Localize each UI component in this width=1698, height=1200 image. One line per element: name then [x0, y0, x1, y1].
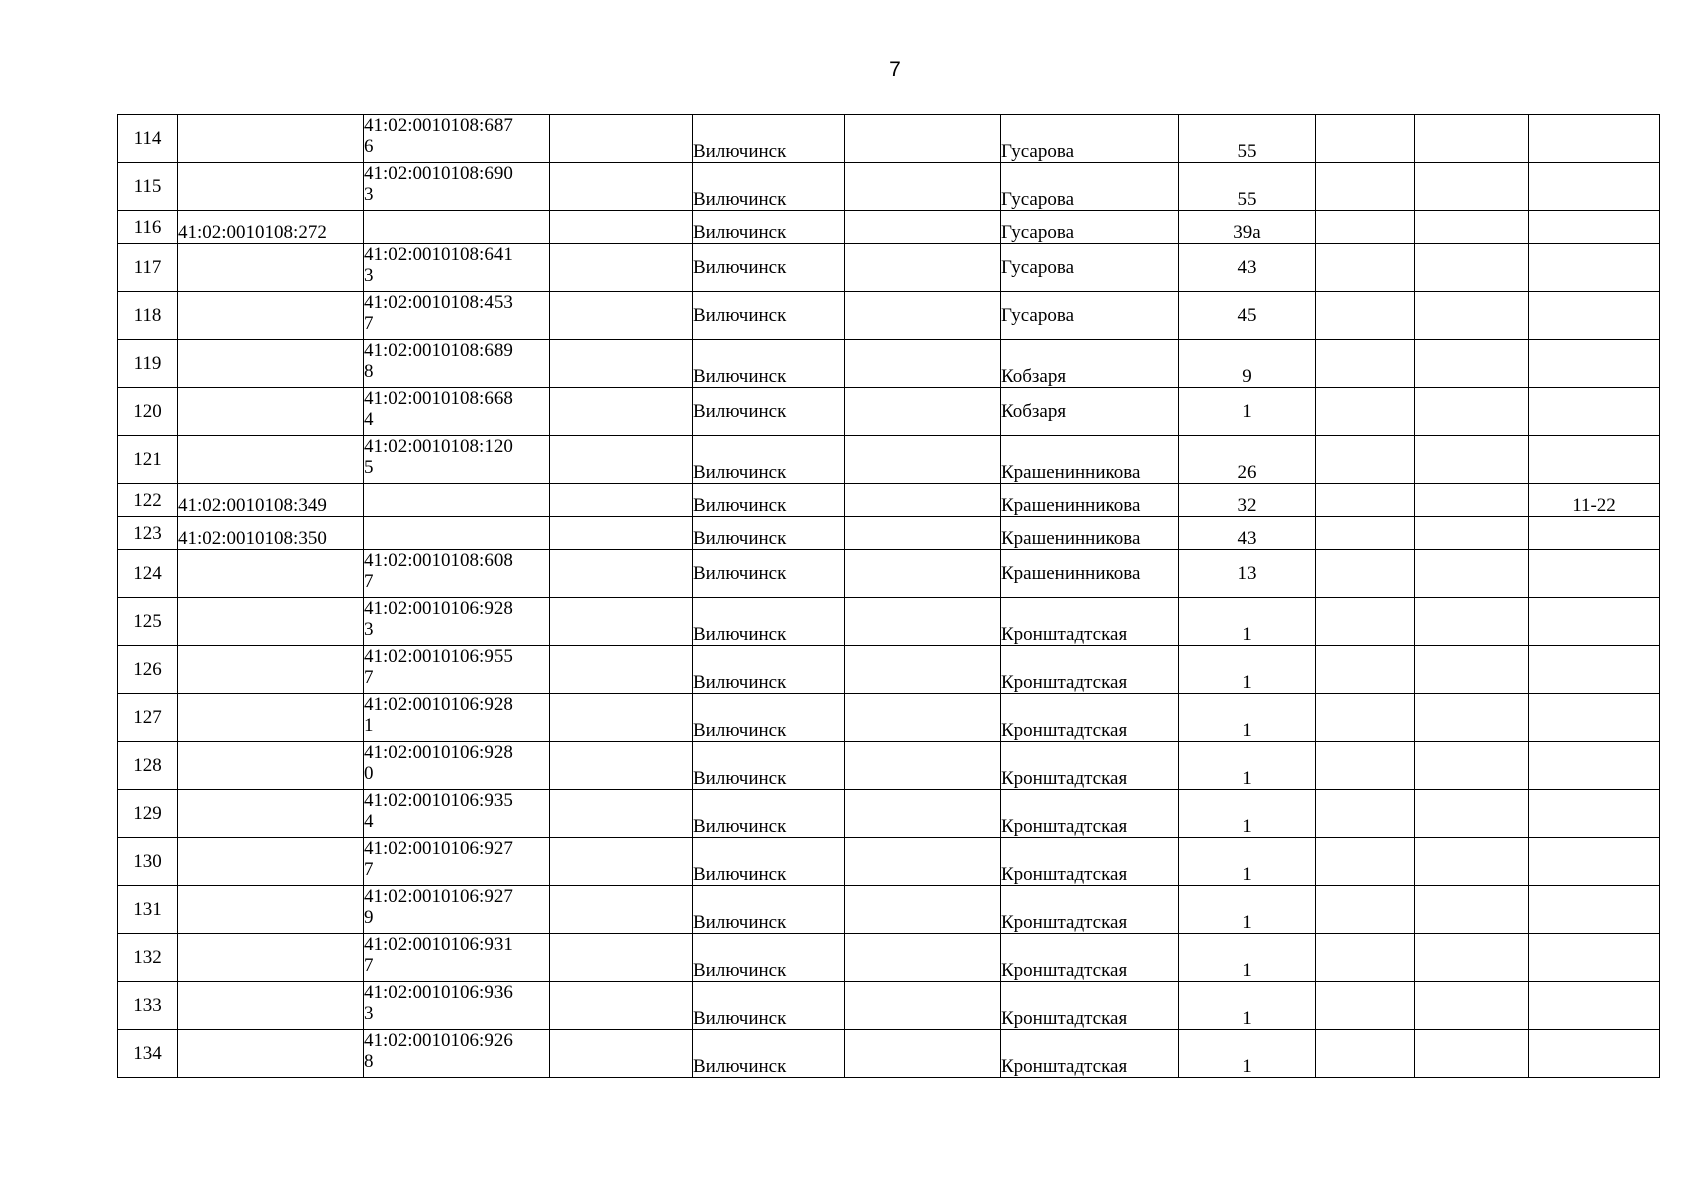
street-cell: Кронштадтская	[1001, 694, 1179, 742]
street-cell: Крашенинникова	[1001, 484, 1179, 517]
cadastral-object-number-cell	[364, 484, 550, 517]
table-row	[118, 244, 1660, 292]
table-body	[118, 115, 1660, 1078]
city-cell: Вилючинск	[693, 598, 845, 646]
street-cell: Кронштадтская	[1001, 886, 1179, 934]
extra-value-cell	[1529, 517, 1660, 550]
empty-cell	[1415, 340, 1529, 388]
cadastral-object-number-cell	[364, 388, 550, 436]
street-cell: Гусарова	[1001, 211, 1179, 244]
cadastral-object-number-line1: 41:02:0010106:927	[364, 886, 513, 907]
empty-cell	[1316, 838, 1415, 886]
cadastral-object-number-line1: 41:02:0010106:955	[364, 646, 513, 667]
cadastral-number-cell	[178, 838, 364, 886]
street-cell: Гусарова	[1001, 163, 1179, 211]
empty-cell	[550, 388, 693, 436]
table-row	[118, 388, 1660, 436]
cadastral-number-cell	[178, 886, 364, 934]
empty-cell	[1316, 388, 1415, 436]
empty-cell	[550, 598, 693, 646]
house-number-cell: 1	[1179, 838, 1316, 886]
empty-cell	[550, 790, 693, 838]
empty-cell	[550, 163, 693, 211]
house-number-cell: 1	[1179, 646, 1316, 694]
street-cell: Кобзаря	[1001, 340, 1179, 388]
house-number-cell: 43	[1179, 517, 1316, 550]
city-cell: Вилючинск	[693, 517, 845, 550]
empty-cell	[845, 517, 1001, 550]
table-row	[118, 550, 1660, 598]
cadastral-object-number-line2: 7	[364, 313, 374, 334]
empty-cell	[1316, 742, 1415, 790]
row-number-cell: 131	[118, 886, 178, 934]
empty-cell	[1316, 163, 1415, 211]
extra-value-cell	[1529, 115, 1660, 163]
table-row	[118, 436, 1660, 484]
table-row	[118, 838, 1660, 886]
empty-cell	[1316, 886, 1415, 934]
city-cell: Вилючинск	[693, 694, 845, 742]
empty-cell	[1316, 436, 1415, 484]
cadastral-object-number-line1: 41:02:0010106:936	[364, 982, 513, 1003]
empty-cell	[550, 211, 693, 244]
house-number-cell: 1	[1179, 598, 1316, 646]
empty-cell	[550, 517, 693, 550]
empty-cell	[1316, 550, 1415, 598]
cadastral-number-cell	[178, 292, 364, 340]
cadastral-object-number-line1: 41:02:0010106:926	[364, 1030, 513, 1051]
empty-cell	[845, 982, 1001, 1030]
cadastral-object-number-line1: 41:02:0010108:453	[364, 292, 513, 313]
empty-cell	[550, 646, 693, 694]
street-cell: Кронштадтская	[1001, 838, 1179, 886]
house-number-cell: 26	[1179, 436, 1316, 484]
empty-cell	[1316, 982, 1415, 1030]
extra-value-cell: 11-22	[1529, 484, 1660, 517]
cadastral-number-cell	[178, 982, 364, 1030]
street-cell: Крашенинникова	[1001, 550, 1179, 598]
city-cell: Вилючинск	[693, 550, 845, 598]
empty-cell	[1415, 244, 1529, 292]
extra-value-cell	[1529, 934, 1660, 982]
empty-cell	[845, 340, 1001, 388]
cadastral-object-number-line1: 41:02:0010108:641	[364, 244, 513, 265]
empty-cell	[1316, 934, 1415, 982]
empty-cell	[845, 244, 1001, 292]
cadastral-number-cell	[178, 436, 364, 484]
cadastral-number-cell	[178, 340, 364, 388]
cadastral-object-number-line2: 7	[364, 667, 374, 688]
table-row	[118, 886, 1660, 934]
cadastral-object-number-line2: 6	[364, 136, 374, 157]
extra-value-cell	[1529, 292, 1660, 340]
row-number-cell: 123	[118, 517, 178, 550]
cadastral-object-number-line1: 41:02:0010108:120	[364, 436, 513, 457]
row-number-cell: 130	[118, 838, 178, 886]
cadastral-number-cell	[178, 598, 364, 646]
city-cell: Вилючинск	[693, 790, 845, 838]
table-row	[118, 292, 1660, 340]
empty-cell	[1316, 115, 1415, 163]
cadastral-number-cell	[178, 790, 364, 838]
cadastral-object-number-line2: 7	[364, 955, 374, 976]
empty-cell	[845, 484, 1001, 517]
street-cell: Гусарова	[1001, 115, 1179, 163]
row-number-cell: 126	[118, 646, 178, 694]
house-number-cell: 55	[1179, 115, 1316, 163]
table-row	[118, 1030, 1660, 1078]
table-row	[118, 694, 1660, 742]
cadastral-object-number-cell	[364, 646, 550, 694]
empty-cell	[1316, 598, 1415, 646]
empty-cell	[550, 244, 693, 292]
cadastral-object-number-line1: 41:02:0010106:927	[364, 838, 513, 859]
street-cell: Крашенинникова	[1001, 517, 1179, 550]
extra-value-cell	[1529, 550, 1660, 598]
cadastral-object-number-cell	[364, 340, 550, 388]
empty-cell	[1415, 484, 1529, 517]
row-number-cell: 128	[118, 742, 178, 790]
city-cell: Вилючинск	[693, 886, 845, 934]
house-number-cell: 1	[1179, 934, 1316, 982]
house-number-cell: 39а	[1179, 211, 1316, 244]
empty-cell	[1316, 694, 1415, 742]
empty-cell	[845, 742, 1001, 790]
cadastral-object-number-line2: 3	[364, 184, 374, 205]
house-number-cell: 43	[1179, 244, 1316, 292]
table-row	[118, 598, 1660, 646]
empty-cell	[1316, 292, 1415, 340]
house-number-cell: 9	[1179, 340, 1316, 388]
empty-cell	[845, 694, 1001, 742]
city-cell: Вилючинск	[693, 838, 845, 886]
empty-cell	[1415, 742, 1529, 790]
street-cell: Кобзаря	[1001, 388, 1179, 436]
cadastral-number-cell: 41:02:0010108:272	[178, 211, 364, 244]
empty-cell	[1316, 340, 1415, 388]
table-row	[118, 790, 1660, 838]
cadastral-object-number-cell	[364, 436, 550, 484]
cadastral-object-number-line2: 3	[364, 619, 374, 640]
table-row	[118, 517, 1660, 550]
empty-cell	[550, 436, 693, 484]
cadastral-number-cell	[178, 550, 364, 598]
cadastral-object-number-cell	[364, 790, 550, 838]
cadastral-number-cell	[178, 163, 364, 211]
empty-cell	[550, 838, 693, 886]
city-cell: Вилючинск	[693, 292, 845, 340]
empty-cell	[845, 646, 1001, 694]
cadastral-object-number-cell	[364, 982, 550, 1030]
house-number-cell: 45	[1179, 292, 1316, 340]
page-number: 7	[889, 58, 901, 81]
extra-value-cell	[1529, 163, 1660, 211]
extra-value-cell	[1529, 1030, 1660, 1078]
house-number-cell: 1	[1179, 694, 1316, 742]
row-number-cell: 122	[118, 484, 178, 517]
house-number-cell: 1	[1179, 886, 1316, 934]
cadastral-object-number-cell	[364, 838, 550, 886]
empty-cell	[1415, 790, 1529, 838]
empty-cell	[1415, 1030, 1529, 1078]
street-cell: Гусарова	[1001, 244, 1179, 292]
row-number-cell: 129	[118, 790, 178, 838]
city-cell: Вилючинск	[693, 163, 845, 211]
row-number-cell: 134	[118, 1030, 178, 1078]
row-number-cell: 115	[118, 163, 178, 211]
empty-cell	[1316, 244, 1415, 292]
extra-value-cell	[1529, 388, 1660, 436]
extra-value-cell	[1529, 838, 1660, 886]
empty-cell	[550, 484, 693, 517]
cadastral-object-number-line1: 41:02:0010108:668	[364, 388, 513, 409]
extra-value-cell	[1529, 790, 1660, 838]
empty-cell	[1415, 436, 1529, 484]
city-cell: Вилючинск	[693, 388, 845, 436]
cadastral-object-number-line2: 5	[364, 457, 374, 478]
table-row	[118, 340, 1660, 388]
cadastral-number-cell	[178, 1030, 364, 1078]
extra-value-cell	[1529, 886, 1660, 934]
empty-cell	[1415, 388, 1529, 436]
house-number-cell: 55	[1179, 163, 1316, 211]
cadastral-object-number-cell	[364, 1030, 550, 1078]
cadastral-object-number-line2: 8	[364, 1051, 374, 1072]
extra-value-cell	[1529, 982, 1660, 1030]
city-cell: Вилючинск	[693, 115, 845, 163]
house-number-cell: 1	[1179, 790, 1316, 838]
city-cell: Вилючинск	[693, 340, 845, 388]
table-row	[118, 934, 1660, 982]
cadastral-object-number-line2: 3	[364, 265, 374, 286]
empty-cell	[1316, 517, 1415, 550]
empty-cell	[845, 838, 1001, 886]
empty-cell	[550, 934, 693, 982]
empty-cell	[550, 982, 693, 1030]
row-number-cell: 133	[118, 982, 178, 1030]
house-number-cell: 1	[1179, 982, 1316, 1030]
city-cell: Вилючинск	[693, 1030, 845, 1078]
cadastral-object-number-line1: 41:02:0010108:687	[364, 115, 513, 136]
empty-cell	[1415, 115, 1529, 163]
row-number-cell: 121	[118, 436, 178, 484]
street-cell: Гусарова	[1001, 292, 1179, 340]
empty-cell	[845, 886, 1001, 934]
empty-cell	[845, 790, 1001, 838]
cadastral-object-number-line2: 0	[364, 763, 374, 784]
empty-cell	[845, 436, 1001, 484]
cadastral-object-number-cell	[364, 292, 550, 340]
empty-cell	[550, 115, 693, 163]
cadastral-number-cell: 41:02:0010108:349	[178, 484, 364, 517]
land-plot-table	[117, 114, 1660, 1078]
row-number-cell: 114	[118, 115, 178, 163]
street-cell: Кронштадтская	[1001, 742, 1179, 790]
empty-cell	[550, 694, 693, 742]
table-row	[118, 982, 1660, 1030]
empty-cell	[845, 1030, 1001, 1078]
street-cell: Кронштадтская	[1001, 646, 1179, 694]
cadastral-object-number-line2: 4	[364, 409, 374, 430]
cadastral-object-number-line1: 41:02:0010108:690	[364, 163, 513, 184]
table-row	[118, 115, 1660, 163]
cadastral-object-number-cell	[364, 517, 550, 550]
extra-value-cell	[1529, 694, 1660, 742]
cadastral-object-number-line2: 7	[364, 571, 374, 592]
extra-value-cell	[1529, 646, 1660, 694]
extra-value-cell	[1529, 598, 1660, 646]
cadastral-number-cell	[178, 694, 364, 742]
empty-cell	[1415, 838, 1529, 886]
cadastral-number-cell	[178, 742, 364, 790]
empty-cell	[1415, 517, 1529, 550]
empty-cell	[550, 550, 693, 598]
cadastral-number-cell: 41:02:0010108:350	[178, 517, 364, 550]
house-number-cell: 32	[1179, 484, 1316, 517]
city-cell: Вилючинск	[693, 982, 845, 1030]
empty-cell	[550, 742, 693, 790]
cadastral-object-number-line2: 9	[364, 907, 374, 928]
street-cell: Кронштадтская	[1001, 598, 1179, 646]
empty-cell	[1415, 211, 1529, 244]
extra-value-cell	[1529, 436, 1660, 484]
cadastral-object-number-line1: 41:02:0010106:935	[364, 790, 513, 811]
empty-cell	[845, 115, 1001, 163]
cadastral-object-number-cell	[364, 742, 550, 790]
street-cell: Кронштадтская	[1001, 982, 1179, 1030]
cadastral-object-number-line1: 41:02:0010108:608	[364, 550, 513, 571]
empty-cell	[845, 388, 1001, 436]
street-cell: Кронштадтская	[1001, 1030, 1179, 1078]
empty-cell	[1415, 292, 1529, 340]
row-number-cell: 119	[118, 340, 178, 388]
house-number-cell: 1	[1179, 1030, 1316, 1078]
table-row	[118, 484, 1660, 517]
city-cell: Вилючинск	[693, 484, 845, 517]
cadastral-object-number-cell	[364, 550, 550, 598]
empty-cell	[1316, 211, 1415, 244]
empty-cell	[1316, 484, 1415, 517]
cadastral-object-number-line2: 4	[364, 811, 374, 832]
cadastral-number-cell	[178, 646, 364, 694]
cadastral-object-number-cell	[364, 598, 550, 646]
cadastral-object-number-cell	[364, 694, 550, 742]
house-number-cell: 1	[1179, 388, 1316, 436]
city-cell: Вилючинск	[693, 934, 845, 982]
city-cell: Вилючинск	[693, 211, 845, 244]
cadastral-object-number-line2: 3	[364, 1003, 374, 1024]
cadastral-object-number-cell	[364, 115, 550, 163]
table-row	[118, 163, 1660, 211]
row-number-cell: 125	[118, 598, 178, 646]
cadastral-number-cell	[178, 934, 364, 982]
extra-value-cell	[1529, 244, 1660, 292]
empty-cell	[845, 292, 1001, 340]
row-number-cell: 120	[118, 388, 178, 436]
extra-value-cell	[1529, 211, 1660, 244]
cadastral-object-number-cell	[364, 934, 550, 982]
city-cell: Вилючинск	[693, 742, 845, 790]
cadastral-object-number-line2: 8	[364, 361, 374, 382]
cadastral-number-cell	[178, 244, 364, 292]
city-cell: Вилючинск	[693, 244, 845, 292]
empty-cell	[1415, 934, 1529, 982]
row-number-cell: 117	[118, 244, 178, 292]
empty-cell	[845, 550, 1001, 598]
empty-cell	[1415, 886, 1529, 934]
house-number-cell: 1	[1179, 742, 1316, 790]
empty-cell	[550, 886, 693, 934]
cadastral-object-number-line1: 41:02:0010106:928	[364, 598, 513, 619]
empty-cell	[1415, 982, 1529, 1030]
cadastral-object-number-cell	[364, 211, 550, 244]
cadastral-number-cell	[178, 388, 364, 436]
empty-cell	[1415, 550, 1529, 598]
cadastral-object-number-line1: 41:02:0010106:931	[364, 934, 513, 955]
empty-cell	[845, 211, 1001, 244]
empty-cell	[550, 292, 693, 340]
cadastral-object-number-cell	[364, 244, 550, 292]
city-cell: Вилючинск	[693, 436, 845, 484]
empty-cell	[845, 163, 1001, 211]
cadastral-object-number-cell	[364, 886, 550, 934]
cadastral-object-number-line1: 41:02:0010108:689	[364, 340, 513, 361]
cadastral-object-number-line2: 1	[364, 715, 374, 736]
empty-cell	[1316, 790, 1415, 838]
extra-value-cell	[1529, 742, 1660, 790]
extra-value-cell	[1529, 340, 1660, 388]
empty-cell	[1316, 646, 1415, 694]
street-cell: Крашенинникова	[1001, 436, 1179, 484]
row-number-cell: 127	[118, 694, 178, 742]
table-row	[118, 742, 1660, 790]
empty-cell	[845, 598, 1001, 646]
table-row	[118, 211, 1660, 244]
empty-cell	[550, 340, 693, 388]
empty-cell	[1415, 598, 1529, 646]
cadastral-object-number-line2: 7	[364, 859, 374, 880]
empty-cell	[1415, 646, 1529, 694]
row-number-cell: 124	[118, 550, 178, 598]
cadastral-object-number-line1: 41:02:0010106:928	[364, 742, 513, 763]
empty-cell	[1316, 1030, 1415, 1078]
cadastral-object-number-line1: 41:02:0010106:928	[364, 694, 513, 715]
row-number-cell: 132	[118, 934, 178, 982]
city-cell: Вилючинск	[693, 646, 845, 694]
empty-cell	[550, 1030, 693, 1078]
empty-cell	[1415, 163, 1529, 211]
empty-cell	[1415, 694, 1529, 742]
cadastral-number-cell	[178, 115, 364, 163]
cadastral-object-number-cell	[364, 163, 550, 211]
row-number-cell: 118	[118, 292, 178, 340]
street-cell: Кронштадтская	[1001, 934, 1179, 982]
row-number-cell: 116	[118, 211, 178, 244]
house-number-cell: 13	[1179, 550, 1316, 598]
street-cell: Кронштадтская	[1001, 790, 1179, 838]
empty-cell	[845, 934, 1001, 982]
table-row	[118, 646, 1660, 694]
